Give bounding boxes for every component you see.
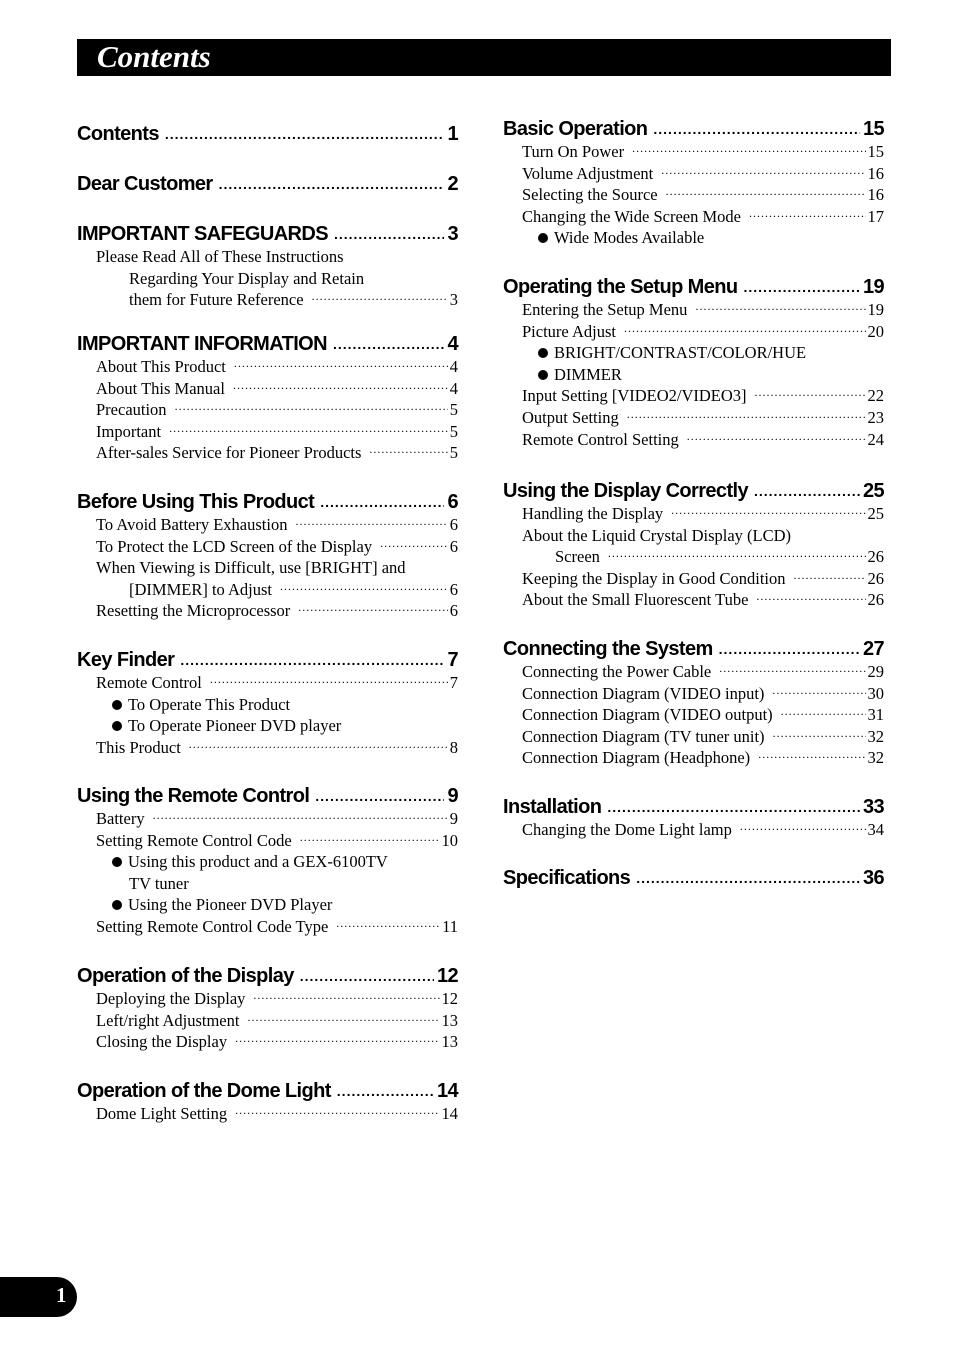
entry-title: To Avoid Battery Exhaustion — [96, 515, 288, 534]
entry-title: [DIMMER] to Adjust — [129, 579, 273, 599]
section-title: Operation of the Display — [77, 965, 294, 987]
section-heading[interactable] — [77, 212, 458, 246]
toc-bullet-item[interactable] — [77, 851, 458, 873]
dot-leader — [280, 576, 448, 598]
toc-section — [77, 774, 458, 938]
toc-entry-line: About the Liquid Crystal Display (LCD) — [522, 525, 792, 545]
dot-leader — [219, 176, 445, 192]
section-page: 2 — [447, 173, 458, 195]
dot-leader — [253, 985, 439, 1007]
entry-title: Connection Diagram (VIDEO input) — [522, 683, 765, 703]
section-page: 3 — [447, 223, 458, 245]
section-heading[interactable] — [77, 162, 458, 196]
dot-leader — [671, 500, 865, 522]
entry-page: 31 — [867, 705, 884, 725]
dot-leader — [607, 799, 860, 815]
toc-entry[interactable] — [77, 442, 458, 464]
toc-entry-line: Please Read All of These Instructions — [96, 247, 344, 266]
entry-page: 32 — [867, 726, 884, 746]
section-page: 7 — [447, 649, 458, 671]
toc-entry[interactable] — [77, 289, 458, 311]
toc-section — [503, 107, 884, 249]
entry-page: 16 — [867, 185, 884, 205]
entry-title: Changing the Dome Light lamp — [522, 820, 732, 839]
toc-section — [503, 856, 884, 890]
entry-page: 32 — [867, 748, 884, 768]
section-title: Operating the Setup Menu — [503, 276, 738, 298]
toc-section — [77, 638, 458, 758]
entry-title: Input Setting [VIDEO2/VIDEO3] — [522, 386, 747, 406]
dot-leader — [632, 138, 865, 160]
bullet-text: Using the Pioneer DVD Player — [128, 895, 333, 915]
dot-leader — [300, 827, 440, 849]
dot-leader — [320, 494, 444, 510]
section-page: 6 — [447, 491, 458, 513]
section-title: Using the Display Correctly — [503, 480, 748, 502]
entry-title: Deploying the Display — [96, 989, 246, 1008]
dot-leader — [235, 1100, 439, 1122]
toc-bullet-item[interactable] — [77, 694, 458, 716]
page-number-badge — [0, 1277, 77, 1317]
bullet-text: Wide Modes Available — [554, 228, 705, 248]
entry-title: Setting Remote Control Code — [96, 830, 292, 850]
toc-entry[interactable] — [503, 589, 884, 611]
dot-leader — [687, 426, 866, 448]
dot-leader — [719, 658, 865, 680]
entry-page: 25 — [867, 504, 884, 523]
dot-leader — [315, 788, 444, 804]
entry-title: About This Product — [96, 357, 226, 376]
section-title: Using the Remote Control — [77, 785, 310, 807]
entry-title: Connection Diagram (Headphone) — [522, 748, 751, 768]
toc-section — [77, 162, 458, 196]
section-heading[interactable] — [503, 627, 884, 661]
entry-page: 16 — [867, 163, 884, 183]
bullet-text: DIMMER — [554, 364, 622, 384]
toc-entry[interactable] — [503, 819, 884, 841]
toc-entry-continuation: TV tuner — [129, 873, 189, 893]
section-page: 25 — [862, 480, 884, 502]
entry-page: 15 — [867, 142, 884, 161]
entry-title: Keeping the Display in Good Condition — [522, 568, 786, 588]
entry-title: Closing the Display — [96, 1032, 228, 1052]
entry-title: Entering the Setup Menu — [522, 300, 688, 319]
toc-entry[interactable] — [503, 747, 884, 769]
toc-section — [77, 954, 458, 1053]
toc-section — [77, 480, 458, 622]
entry-page: 7 — [449, 673, 458, 692]
entry-title: Output Setting — [522, 407, 619, 427]
entry-page: 6 — [449, 536, 458, 556]
dot-leader — [754, 483, 860, 499]
dot-leader — [653, 121, 860, 137]
entry-page: 20 — [867, 321, 884, 341]
entry-page: 26 — [867, 547, 884, 567]
bullet-text: Using this product and a GEX-6100TV — [128, 852, 388, 872]
section-page: 19 — [862, 276, 884, 298]
entry-title: Connection Diagram (TV tuner unit) — [522, 726, 765, 746]
section-title: Installation — [503, 796, 602, 818]
entry-page: 6 — [449, 601, 458, 621]
entry-page: 22 — [867, 386, 884, 406]
entry-page: 4 — [449, 378, 458, 398]
toc-entry[interactable] — [77, 830, 458, 852]
entry-title: them for Future Reference — [129, 290, 304, 310]
section-title: Basic Operation — [503, 118, 648, 140]
page-number: 1 — [56, 1283, 67, 1307]
section-title: Specifications — [503, 867, 631, 889]
section-heading[interactable] — [503, 785, 884, 819]
bullet-icon — [538, 370, 548, 380]
entry-title: Connection Diagram (VIDEO output) — [522, 705, 773, 725]
toc-section — [503, 469, 884, 611]
entry-title: Remote Control — [96, 673, 202, 692]
dot-leader — [608, 543, 866, 565]
dot-leader — [744, 279, 860, 295]
section-title: IMPORTANT SAFEGUARDS — [77, 223, 328, 245]
dot-leader — [666, 181, 866, 203]
dot-leader — [369, 439, 447, 461]
section-title: Dear Customer — [77, 173, 213, 195]
bullet-text: BRIGHT/CONTRAST/COLOR/HUE — [554, 343, 807, 363]
dot-leader — [165, 126, 445, 142]
entry-page: 13 — [441, 1010, 458, 1030]
dot-leader — [210, 669, 448, 691]
toc-entry[interactable] — [503, 321, 884, 343]
toc-section — [503, 265, 884, 450]
dot-leader — [773, 723, 866, 745]
entry-title: Changing the Wide Screen Mode — [522, 206, 741, 226]
bullet-icon — [538, 348, 548, 358]
section-title: IMPORTANT INFORMATION — [77, 333, 327, 355]
header-banner — [77, 39, 891, 76]
section-heading[interactable] — [77, 480, 458, 514]
entry-title: Screen — [555, 547, 600, 567]
toc-section — [77, 1069, 458, 1125]
dot-leader — [233, 375, 448, 397]
bullet-icon — [538, 233, 548, 243]
bullet-icon — [112, 900, 122, 910]
entry-page: 19 — [867, 300, 884, 319]
dot-leader — [175, 396, 448, 418]
dot-leader — [624, 318, 866, 340]
entry-page: 6 — [449, 515, 458, 534]
dot-leader — [298, 597, 447, 619]
entry-title: Resetting the Microprocessor — [96, 601, 291, 621]
toc-entry[interactable] — [77, 536, 458, 558]
page-title: Contents — [97, 39, 211, 74]
entry-title: Battery — [96, 809, 145, 828]
bullet-text: To Operate This Product — [128, 694, 291, 714]
entry-title: Turn On Power — [522, 142, 625, 161]
section-title: Key Finder — [77, 649, 175, 671]
section-title: Contents — [77, 123, 159, 145]
section-heading[interactable] — [503, 856, 884, 890]
dot-leader — [300, 968, 434, 984]
dot-leader — [235, 1028, 439, 1050]
toc-entry[interactable] — [503, 206, 884, 228]
dot-leader — [772, 680, 865, 702]
entry-page: 30 — [867, 683, 884, 703]
entry-title: About the Small Fluorescent Tube — [522, 590, 749, 610]
section-heading[interactable] — [77, 774, 458, 808]
entry-page: 6 — [449, 579, 458, 599]
toc-bullet-item[interactable] — [503, 227, 884, 249]
entry-page: 17 — [867, 206, 884, 226]
entry-page: 11 — [442, 916, 458, 936]
entry-title: Left/right Adjustment — [96, 1010, 240, 1030]
entry-title: Handling the Display — [522, 504, 664, 523]
dot-leader — [247, 1007, 439, 1029]
dot-leader — [180, 652, 444, 668]
dot-leader — [234, 353, 448, 375]
dot-leader — [380, 533, 448, 555]
dot-leader — [758, 744, 865, 766]
entry-title: Dome Light Setting — [96, 1104, 228, 1123]
section-heading[interactable] — [503, 107, 884, 141]
entry-title: Selecting the Source — [522, 185, 658, 205]
entry-title: Important — [96, 421, 162, 441]
entry-title: Volume Adjustment — [522, 163, 654, 183]
dot-leader — [312, 286, 448, 308]
entry-title: About This Manual — [96, 378, 225, 398]
section-title: Operation of the Dome Light — [77, 1080, 331, 1102]
section-title: Connecting the System — [503, 638, 713, 660]
section-page: 14 — [436, 1080, 458, 1102]
bullet-icon — [112, 700, 122, 710]
dot-leader — [749, 203, 866, 225]
section-heading[interactable] — [77, 322, 458, 356]
entry-page: 29 — [867, 662, 884, 681]
section-page: 15 — [862, 118, 884, 140]
entry-page: 12 — [441, 989, 458, 1008]
entry-title: This Product — [96, 737, 181, 757]
entry-page: 26 — [867, 568, 884, 588]
bullet-icon — [112, 857, 122, 867]
toc-section — [503, 627, 884, 769]
entry-title: To Protect the LCD Screen of the Display — [96, 536, 373, 556]
dot-leader — [153, 805, 448, 827]
dot-leader — [334, 226, 445, 242]
dot-leader — [719, 641, 860, 657]
entry-page: 24 — [867, 429, 884, 449]
bullet-icon — [112, 721, 122, 731]
toc-section — [77, 212, 458, 311]
entry-page: 9 — [449, 809, 458, 828]
entry-title: Picture Adjust — [522, 321, 616, 341]
entry-page: 5 — [449, 400, 458, 420]
section-page: 27 — [862, 638, 884, 660]
section-heading[interactable] — [503, 469, 884, 503]
section-heading[interactable] — [77, 638, 458, 672]
toc-bullet-item[interactable] — [503, 342, 884, 364]
dot-leader — [695, 296, 865, 318]
toc-entry[interactable] — [77, 672, 458, 694]
section-heading[interactable] — [77, 112, 458, 146]
dot-leader — [189, 734, 448, 756]
entry-page: 34 — [867, 820, 884, 839]
entry-page: 5 — [449, 421, 458, 441]
toc-section — [77, 112, 458, 146]
entry-page: 5 — [449, 443, 458, 463]
dot-leader — [661, 160, 865, 182]
dot-leader — [636, 870, 860, 886]
dot-leader — [295, 511, 447, 533]
bullet-text: To Operate Pioneer DVD player — [128, 716, 342, 736]
dot-leader — [627, 404, 866, 426]
section-page: 12 — [436, 965, 458, 987]
entry-page: 3 — [449, 290, 458, 310]
entry-title: Remote Control Setting — [522, 429, 679, 449]
section-page: 36 — [862, 867, 884, 889]
toc-entry[interactable] — [77, 1103, 458, 1125]
section-page: 1 — [447, 123, 458, 145]
section-heading[interactable] — [77, 954, 458, 988]
entry-page: 23 — [867, 407, 884, 427]
entry-title: Setting Remote Control Code Type — [96, 916, 329, 936]
section-heading[interactable] — [503, 265, 884, 299]
dot-leader — [336, 913, 440, 935]
entry-page: 4 — [449, 357, 458, 376]
entry-title: After-sales Service for Pioneer Products — [96, 443, 362, 463]
dot-leader — [756, 586, 865, 608]
toc-entry-line: When Viewing is Difficult, use [BRIGHT] and — [96, 558, 406, 578]
toc-entry[interactable] — [77, 916, 458, 938]
section-heading[interactable] — [77, 1069, 458, 1103]
dot-leader — [781, 701, 866, 723]
dot-leader — [333, 336, 445, 352]
toc-entry[interactable] — [77, 1031, 458, 1053]
section-page: 4 — [447, 333, 458, 355]
entry-page: 26 — [867, 590, 884, 610]
entry-title: Connecting the Power Cable — [522, 662, 712, 681]
section-title: Before Using This Product — [77, 491, 315, 513]
dot-leader — [169, 418, 448, 440]
section-page: 33 — [862, 796, 884, 818]
toc-entry[interactable] — [77, 600, 458, 622]
entry-page: 13 — [441, 1032, 458, 1052]
toc-entry[interactable] — [77, 737, 458, 759]
entry-title: Precaution — [96, 400, 167, 420]
section-page: 9 — [447, 785, 458, 807]
toc-section — [503, 785, 884, 841]
toc-section — [77, 322, 458, 464]
entry-page: 8 — [449, 737, 458, 757]
toc-entry[interactable] — [503, 503, 884, 525]
entry-page: 10 — [441, 830, 458, 850]
dot-leader — [740, 816, 866, 838]
dot-leader — [755, 382, 866, 404]
entry-page: 14 — [441, 1104, 458, 1123]
toc-entry[interactable] — [503, 429, 884, 451]
dot-leader — [794, 565, 866, 587]
toc-entry-continuation: Regarding Your Display and Retain — [129, 268, 365, 288]
dot-leader — [337, 1083, 434, 1099]
